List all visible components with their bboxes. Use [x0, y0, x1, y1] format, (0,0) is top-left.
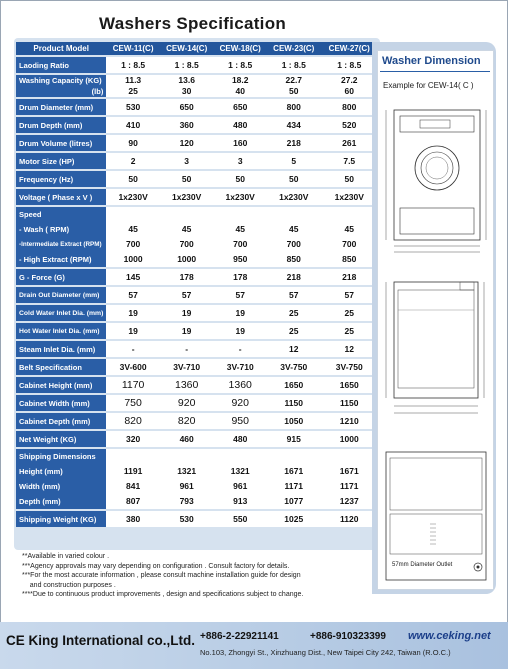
row-label-line: Washing Capacity (KG) — [19, 76, 102, 85]
row-value: 12 — [321, 341, 378, 357]
row-value-line: 18.2 — [231, 75, 249, 85]
row-value: 1120 — [321, 511, 378, 527]
row-sub-value: 850 — [286, 254, 301, 264]
row-label: Drum Depth (mm) — [16, 117, 106, 133]
row-value: 1150 — [267, 395, 321, 411]
row-value: 218 — [267, 269, 321, 285]
row-value: 12 — [267, 341, 321, 357]
row-label-line: (lb) — [91, 87, 104, 96]
row-value — [321, 207, 378, 267]
table-row — [16, 189, 378, 205]
row-value — [213, 449, 267, 509]
row-value: 820 — [160, 413, 214, 429]
table-row — [16, 75, 378, 97]
row-value: 1050 — [267, 413, 321, 429]
header-label: Product Model — [16, 42, 106, 55]
row-value: 920 — [160, 395, 214, 411]
row-value: 1 : 8.5 — [267, 57, 321, 73]
row-value: 1150 — [321, 395, 378, 411]
row-value: 57 — [321, 287, 378, 303]
row-value: 950 — [213, 413, 267, 429]
row-value: 820 — [106, 413, 160, 429]
row-value: 1x230V — [160, 189, 214, 205]
row-sub-value: 1000 — [123, 254, 143, 264]
row-value: 3V-710 — [160, 359, 214, 375]
row-value — [321, 449, 378, 509]
row-sub-value: 1237 — [339, 496, 359, 506]
row-sub-value: 807 — [126, 496, 141, 506]
table-row — [16, 269, 378, 285]
row-sub-value: 700 — [342, 239, 357, 249]
note-item: ***Agency approvals may vary depending on configuration . Consult factory for details. — [22, 562, 290, 570]
row-label: Drum Volume (litres) — [16, 135, 106, 151]
row-value: - — [213, 341, 267, 357]
row-value: 800 — [267, 99, 321, 115]
row-value: - — [160, 341, 214, 357]
row-value: 50 — [106, 171, 160, 187]
row-label: Steam Inlet Dia. (mm) — [16, 341, 106, 357]
row-value: 160 — [213, 135, 267, 151]
row-value: 1x230V — [267, 189, 321, 205]
row-sub-value: 1191 — [123, 466, 143, 476]
row-label — [16, 75, 106, 97]
row-label: Frequency (Hz) — [16, 171, 106, 187]
row-value-line: 22.7 — [285, 75, 303, 85]
row-value — [160, 75, 214, 97]
row-value: 1650 — [267, 377, 321, 393]
row-sub-label: - High Extract (RPM) — [19, 255, 92, 264]
table-row — [16, 153, 378, 169]
row-value — [267, 449, 321, 509]
mobile-number: +886-910323399 — [310, 631, 386, 642]
row-value: 90 — [106, 135, 160, 151]
table-row — [16, 511, 378, 527]
row-value: 650 — [160, 99, 214, 115]
row-value: 915 — [267, 431, 321, 447]
row-value: 19 — [213, 305, 267, 321]
row-sub-value: 45 — [289, 224, 299, 234]
row-label — [16, 207, 106, 267]
row-value: 50 — [267, 171, 321, 187]
row-sub-label: Depth (mm) — [19, 497, 61, 506]
outlet-label: 57mm Diameter Outlet — [392, 562, 453, 568]
table-row — [16, 57, 378, 73]
row-value: 3V-600 — [106, 359, 160, 375]
table-row — [16, 413, 378, 429]
row-sub-value: 961 — [179, 481, 194, 491]
row-value-line: 40 — [235, 86, 245, 96]
header-model: CEW-23(C) — [267, 42, 321, 55]
row-value-line: 30 — [181, 86, 192, 96]
row-value: 57 — [160, 287, 214, 303]
header-model: CEW-14(C) — [160, 42, 214, 55]
table-row — [16, 431, 378, 447]
row-value: 178 — [160, 269, 214, 285]
row-value: 1x230V — [106, 189, 160, 205]
row-value: 1000 — [321, 431, 378, 447]
row-value — [213, 207, 267, 267]
row-value — [213, 75, 267, 97]
table-row — [16, 359, 378, 375]
row-value: 3 — [213, 153, 267, 169]
row-value: 25 — [267, 323, 321, 339]
row-value: - — [106, 341, 160, 357]
row-value-line: 27.2 — [340, 75, 358, 85]
row-value: 320 — [106, 431, 160, 447]
row-label: G - Force (G) — [16, 269, 106, 285]
row-value-line: 11.3 — [125, 75, 142, 85]
row-sub-value: 45 — [235, 224, 245, 234]
row-value-line: 13.6 — [178, 75, 195, 85]
table-row — [16, 341, 378, 357]
row-value — [106, 207, 160, 267]
header-model: CEW-18(C) — [213, 42, 267, 55]
row-sub-value: 1671 — [284, 466, 304, 476]
phone-number: +886-2-22921141 — [200, 631, 279, 642]
row-value: 380 — [106, 511, 160, 527]
table-row — [16, 449, 378, 509]
row-value: 480 — [213, 431, 267, 447]
row-value: 1 : 8.5 — [160, 57, 214, 73]
row-label: Motor Size (HP) — [16, 153, 106, 169]
table-row — [16, 305, 378, 321]
row-value: 19 — [213, 323, 267, 339]
row-value: 57 — [213, 287, 267, 303]
row-value: 1170 — [106, 377, 160, 393]
row-value: 410 — [106, 117, 160, 133]
row-sub-value: 850 — [342, 254, 357, 264]
row-label: Net Weight (KG) — [16, 431, 106, 447]
row-value — [160, 207, 214, 267]
row-label: Laoding Ratio — [16, 57, 106, 73]
row-label: Voltage ( Phase x V ) — [16, 189, 106, 205]
row-value: 7.5 — [321, 153, 378, 169]
dimension-title-underline — [380, 71, 490, 72]
washer-side-view-drawing — [380, 270, 492, 420]
row-value: 5 — [267, 153, 321, 169]
row-value: 480 — [213, 117, 267, 133]
note-item: ****Due to continuous product improvements , design and specifications subject to change. — [22, 591, 304, 599]
row-sub-value: 700 — [179, 239, 194, 249]
table-row — [16, 135, 378, 151]
row-value: 460 — [160, 431, 214, 447]
header-model: CEW-11(C) — [106, 42, 160, 55]
row-value — [267, 207, 321, 267]
row-label: Cold Water Inlet Dia. (mm) — [16, 305, 106, 321]
row-value — [321, 75, 378, 97]
table-row — [16, 117, 378, 133]
row-sub-value: 841 — [126, 481, 141, 491]
table-row — [16, 395, 378, 411]
row-value: 19 — [106, 305, 160, 321]
notes — [22, 552, 303, 600]
row-sub-value: 961 — [233, 481, 248, 491]
table-header-row — [16, 42, 378, 55]
row-value: 360 — [160, 117, 214, 133]
row-sub-value: 1000 — [177, 254, 197, 264]
row-group-label: Shipping Dimensions — [19, 452, 96, 461]
row-sub-value: 793 — [179, 496, 194, 506]
company-address: No.103, Zhongyi St., Xinzhuang Dist., New Taipei City 242, Taiwan (R.O.C.) — [200, 648, 451, 657]
row-value: 1 : 8.5 — [213, 57, 267, 73]
row-value: 25 — [321, 323, 378, 339]
row-value — [160, 449, 214, 509]
row-sub-label: Width (mm) — [19, 482, 61, 491]
row-value: 50 — [213, 171, 267, 187]
row-value: 1 : 8.5 — [106, 57, 160, 73]
row-sub-value: 45 — [128, 224, 138, 234]
company-name: CE King International co.,Ltd. — [6, 633, 195, 648]
row-sub-value: 913 — [233, 496, 248, 506]
row-value: 1210 — [321, 413, 378, 429]
row-value: 550 — [213, 511, 267, 527]
row-label: Hot Water Inlet Dia. (mm) — [16, 323, 106, 339]
row-value: 218 — [321, 269, 378, 285]
row-value: 57 — [106, 287, 160, 303]
row-sub-value: 45 — [344, 224, 354, 234]
row-sub-value: 1321 — [230, 466, 250, 476]
row-label: Drain Out Diameter (mm) — [16, 287, 106, 303]
row-label: Shipping Weight (KG) — [16, 511, 106, 527]
row-value: 800 — [321, 99, 378, 115]
note-item: **Available in varied colour . — [22, 553, 110, 560]
row-label: Cabinet Height (mm) — [16, 377, 106, 393]
note-item: and construction purposes . — [22, 581, 116, 589]
row-sub-value: 950 — [233, 254, 248, 264]
row-value: 1 : 8.5 — [321, 57, 378, 73]
page-title: Washers Specification — [99, 14, 287, 33]
row-sub-value: 700 — [233, 239, 248, 249]
row-value: 50 — [160, 171, 214, 187]
row-sub-value: 700 — [126, 239, 141, 249]
row-value: 520 — [321, 117, 378, 133]
row-sub-value: 1077 — [284, 496, 304, 506]
washer-front-view-drawing — [380, 96, 492, 261]
row-sub-label: Height (mm) — [19, 467, 63, 476]
row-value: 3V-750 — [267, 359, 321, 375]
table-row — [16, 323, 378, 339]
row-value — [267, 75, 321, 97]
row-sub-value: 700 — [286, 239, 301, 249]
row-value: 3V-710 — [213, 359, 267, 375]
row-group-label: Speed — [19, 210, 42, 219]
row-value: 434 — [267, 117, 321, 133]
row-value: 261 — [321, 135, 378, 151]
row-value: 650 — [213, 99, 267, 115]
row-value: 3 — [160, 153, 214, 169]
row-sub-label: - Wash ( RPM) — [19, 225, 70, 234]
row-value: 218 — [267, 135, 321, 151]
dimension-title: Washer Dimension — [382, 55, 481, 67]
row-label — [16, 449, 106, 509]
row-value — [106, 449, 160, 509]
row-sub-value: 1171 — [284, 481, 303, 491]
table-row — [16, 207, 378, 267]
row-label: Belt Specification — [16, 359, 106, 375]
table-row — [16, 377, 378, 393]
row-value: 1x230V — [213, 189, 267, 205]
row-value: 1650 — [321, 377, 378, 393]
row-sub-value: 45 — [181, 224, 192, 234]
row-value: 1360 — [160, 377, 214, 393]
spec-table — [16, 40, 378, 529]
row-value: 145 — [106, 269, 160, 285]
table-row — [16, 171, 378, 187]
row-value: 19 — [106, 323, 160, 339]
header-model: CEW-27(C) — [321, 42, 378, 55]
row-value: 57 — [267, 287, 321, 303]
row-label: Drum Diameter (mm) — [16, 99, 106, 115]
row-sub-value: 1671 — [339, 466, 359, 476]
table-row — [16, 287, 378, 303]
row-value: 3V-750 — [321, 359, 378, 375]
row-sub-value: 1171 — [340, 481, 359, 491]
website-link[interactable]: www.ceking.net — [408, 630, 491, 642]
row-value — [106, 75, 160, 97]
row-value: 1x230V — [321, 189, 378, 205]
row-value: 25 — [321, 305, 378, 321]
row-value: 750 — [106, 395, 160, 411]
note-item: ***For the most accurate information , please consult machine installation guide for design — [22, 572, 301, 580]
row-value: 178 — [213, 269, 267, 285]
table-row — [16, 99, 378, 115]
row-value: 920 — [213, 395, 267, 411]
row-sub-label: -Intermediate Extract (RPM) — [19, 241, 102, 248]
row-value-line: 60 — [344, 86, 354, 96]
row-value: 2 — [106, 153, 160, 169]
row-value: 19 — [160, 305, 214, 321]
row-label: Cabinet Width (mm) — [16, 395, 106, 411]
dimension-subtitle: Example for CEW-14( C ) — [383, 81, 474, 90]
row-value: 530 — [106, 99, 160, 115]
row-value: 25 — [267, 305, 321, 321]
row-value: 1360 — [213, 377, 267, 393]
row-label: Cabinet Depth (mm) — [16, 413, 106, 429]
row-sub-value: 1321 — [177, 466, 197, 476]
row-value-line: 25 — [128, 86, 138, 96]
row-value: 1025 — [267, 511, 321, 527]
row-value: 50 — [321, 171, 378, 187]
row-value: 530 — [160, 511, 214, 527]
row-value: 19 — [160, 323, 214, 339]
row-value: 120 — [160, 135, 214, 151]
row-value-line: 50 — [289, 86, 299, 96]
